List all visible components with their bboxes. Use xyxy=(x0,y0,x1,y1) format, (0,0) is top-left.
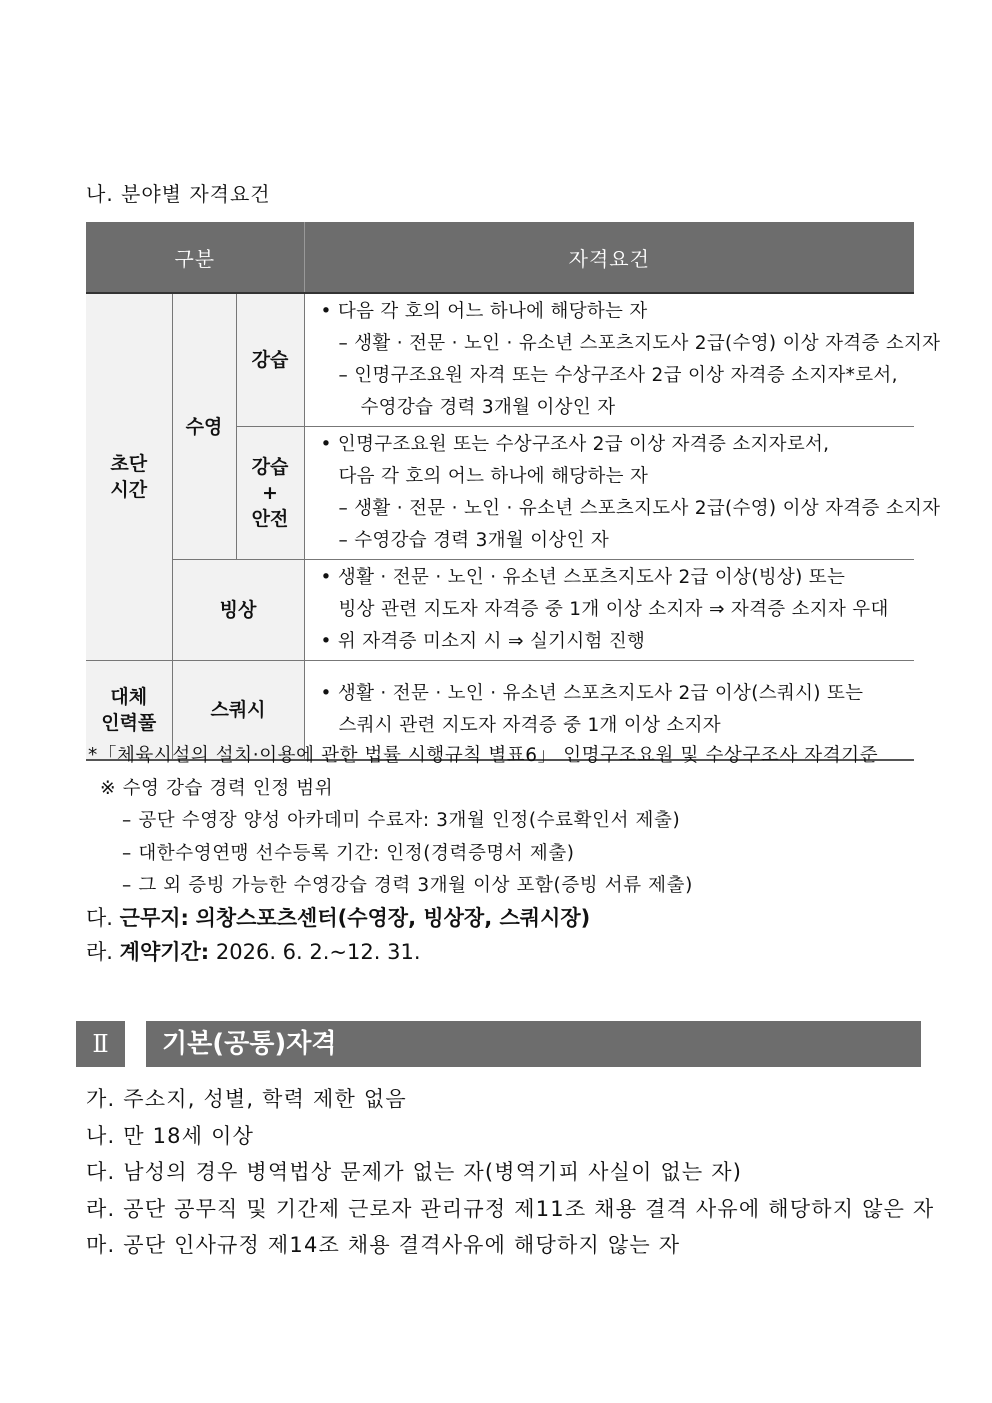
table-row xyxy=(86,560,914,661)
table-notes xyxy=(88,740,878,903)
category-suyeong: 수영 xyxy=(172,293,236,560)
category-daeche: 대체 인력풀 xyxy=(86,661,172,760)
list-item: 마. 공단 인사규정 제14조 채용 결격사유에 해당하지 않는 자 xyxy=(86,1233,681,1257)
note-item: – 대한수영연맹 선수등록 기간: 인정(경력증명서 제출) xyxy=(122,842,575,864)
contract-period-value: 2026. 6. 2.~12. 31. xyxy=(215,940,421,964)
footnote: *「체육시설의 설치·이용에 관한 법률 시행규칙 별표6」 인명구조요원 및 수상구조사 자격기준 xyxy=(88,745,879,766)
contract-period-label: 계약기간: xyxy=(119,940,210,964)
workplace-label: 근무지: xyxy=(119,906,189,930)
list-item: 나. 만 18세 이상 xyxy=(86,1123,255,1148)
basic-qualifications-list xyxy=(86,1081,934,1264)
requirement-bingsang: • 생활 · 전문 · 노인 · 유소년 스포츠지도사 2급 이상(빙상) 또는 빙상 관련 지도자 자격증 중 1개 이상 소지자 ⇒ 자격증 소지자 우대 • 위 자격증 미소지 시 ⇒ 실기시험 진행 xyxy=(304,560,914,661)
requirement-gangseup: • 다음 각 호의 어느 하나에 해당하는 자 – 생활 · 전문 · 노인 · 유소년 스포츠지도사 2급(수영) 이상 자격증 소지자 – 인명구조요원 자격 또는 수상구조사 2급 이상 자격증 소지자*로서, 수영강습 경력 3개월 이상인 자 xyxy=(304,293,914,427)
header-requirements: 자격요건 xyxy=(304,222,914,293)
header-category: 구분 xyxy=(86,222,304,293)
category-chodan: 초단 시간 xyxy=(86,293,172,661)
category-bingsang: 빙상 xyxy=(172,560,304,661)
section-heading-qualifications: 나. 분야별 자격요건 xyxy=(86,182,271,206)
note-item: – 그 외 증빙 가능한 수영강습 경력 3개월 이상 포함(증빙 서류 제출) xyxy=(122,875,693,896)
list-item: 라. 공단 공무직 및 기간제 근로자 관리규정 제11조 채용 결격 사유에 해당하지 않은 자 xyxy=(86,1196,935,1221)
section-title: 기본(공통)자격 xyxy=(146,1021,921,1067)
workplace-line: 다. 근무지: 의창스포츠센터(수영장, 빙상장, 스쿼시장) xyxy=(86,906,591,930)
requirement-squash: • 생활 · 전문 · 노인 · 유소년 스포츠지도사 2급 이상(스쿼시) 또는 스쿼시 관련 지도자 자격증 중 1개 이상 소지자 xyxy=(304,661,914,760)
category-squash: 스쿼시 xyxy=(172,661,304,760)
table-header-row xyxy=(86,222,914,293)
qualification-table xyxy=(86,222,941,761)
table-row xyxy=(86,293,914,427)
note-heading: ※ 수영 강습 경력 인정 범위 xyxy=(100,777,334,799)
contract-period-line: 라. 계약기간: 2026. 6. 2.~12. 31. xyxy=(86,940,421,964)
list-item: 가. 주소지, 성별, 학력 제한 없음 xyxy=(86,1087,407,1111)
section-2-header xyxy=(76,1021,921,1067)
list-item: 다. 남성의 경우 병역법상 문제가 없는 자(병역기피 사실이 없는 자) xyxy=(86,1160,743,1184)
note-item: – 공단 수영장 양성 아카데미 수료자: 3개월 인정(수료확인서 제출) xyxy=(122,810,681,831)
work-info xyxy=(86,901,590,969)
category-gangseup-anjeon: 강습 + 안전 xyxy=(236,427,304,560)
category-gangseup: 강습 xyxy=(236,293,304,427)
workplace-value: 의창스포츠센터(수영장, 빙상장, 스쿼시장) xyxy=(195,906,591,930)
requirement-gangseup-anjeon: • 인명구조요원 또는 수상구조사 2급 이상 자격증 소지자로서, 다음 각 호의 어느 하나에 해당하는 자 – 생활 · 전문 · 노인 · 유소년 스포츠지도사 2급(수영) 이상 자격증 소지자 – 수영강습 경력 3개월 이상인 자 xyxy=(304,427,914,560)
section-number: Ⅱ xyxy=(76,1021,125,1067)
